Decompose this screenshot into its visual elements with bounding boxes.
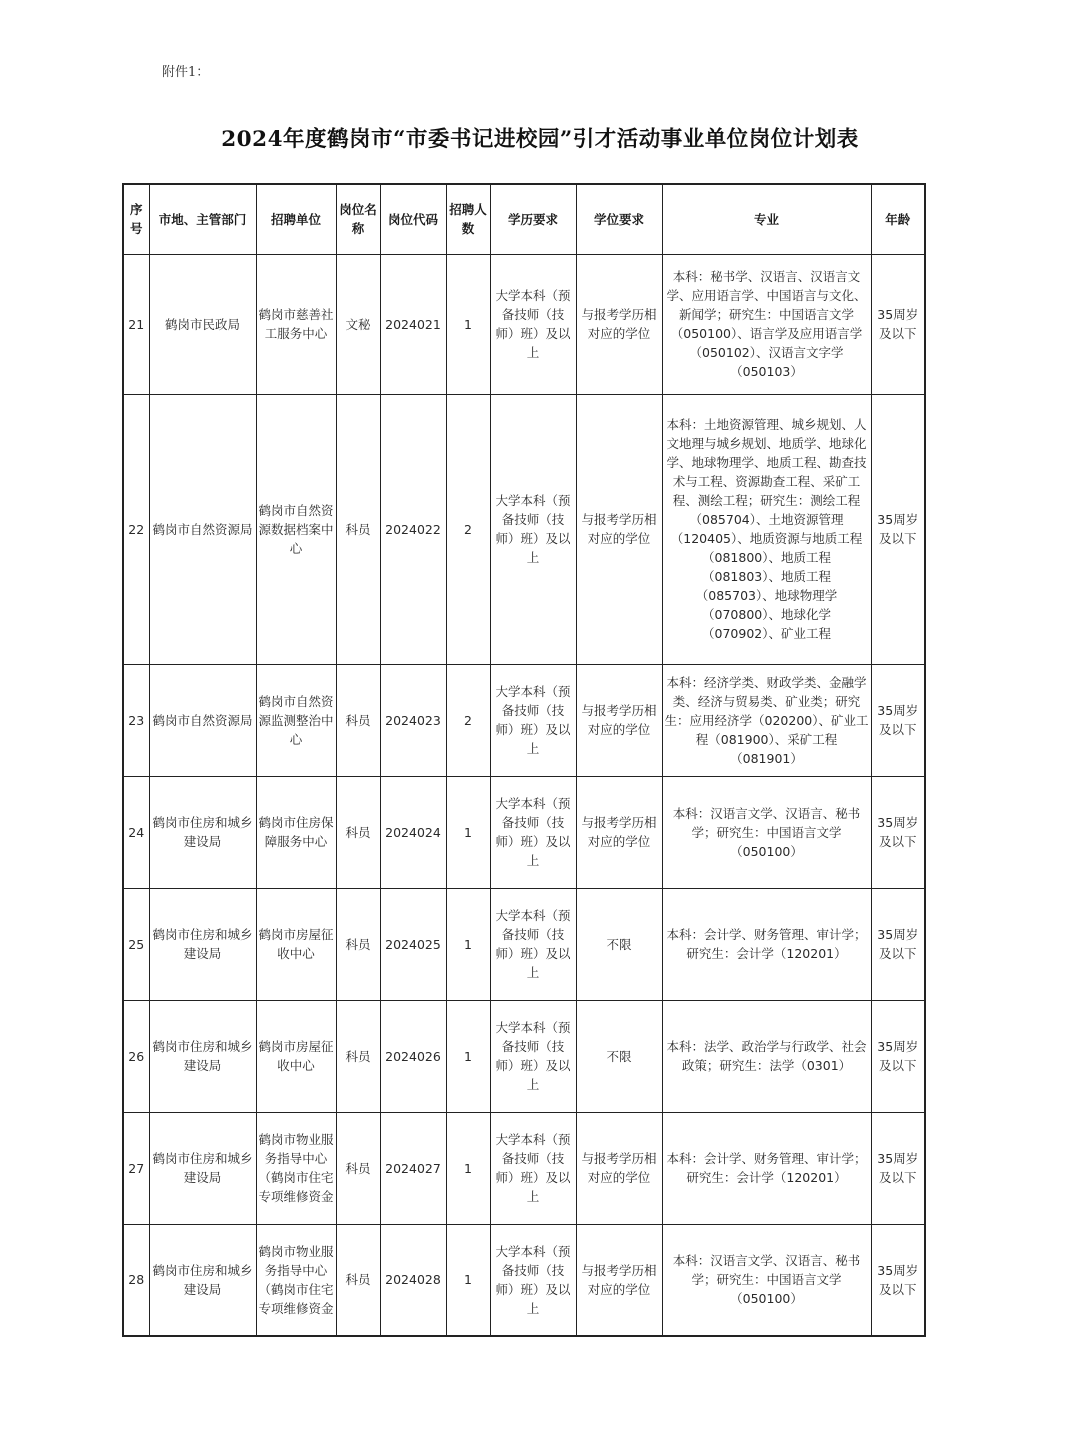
cell-no-text: 25 [128,936,145,952]
table-row [123,254,925,394]
header-post: 岗位名称 [336,184,380,254]
cell-unit [256,254,336,394]
cell-code [380,1224,446,1336]
cell-post [336,888,380,1000]
cell-major-text: 本科：会计学、财务管理、审计学；研究生：会计学（120201） [666,1151,867,1185]
cell-degree-text: 与报考学历相对应的学位 [581,1262,657,1297]
cell-count [446,1112,490,1224]
cell-code [380,888,446,1000]
cell-dept-text: 鹤岗市住房和城乡建设局 [152,1151,253,1185]
cell-unit-text: 鹤岗市房屋征收中心 [258,1039,334,1073]
cell-edu-text: 大学本科（预备技师（技师）班）及以上 [495,1020,571,1092]
header-no: 序号 [123,184,149,254]
cell-age [871,1000,925,1112]
cell-count-text: 1 [464,1272,472,1288]
cell-dept-text: 鹤岗市民政局 [164,316,240,332]
cell-count [446,394,490,664]
cell-edu-text: 大学本科（预备技师（技师）班）及以上 [495,493,571,565]
cell-age [871,1112,925,1224]
position-plan-table [122,183,926,1337]
table-row [123,1000,925,1112]
cell-no [123,1112,149,1224]
cell-degree-text: 不限 [606,1048,632,1064]
cell-post [336,1112,380,1224]
cell-no [123,664,149,776]
cell-count-text: 1 [464,936,472,952]
cell-no-text: 24 [128,824,145,840]
cell-post [336,394,380,664]
cell-unit-text: 鹤岗市自然资源数据档案中心 [258,502,334,556]
cell-age-text: 35周岁及以下 [877,927,919,961]
cell-age-text: 35周岁及以下 [877,703,919,737]
cell-major [662,664,871,776]
cell-unit [256,776,336,888]
cell-edu-text: 大学本科（预备技师（技师）班）及以上 [495,908,571,980]
cell-code [380,664,446,776]
cell-edu [490,664,576,776]
table-header-row [123,184,925,254]
cell-code [380,776,446,888]
cell-degree-text: 与报考学历相对应的学位 [581,307,657,341]
cell-count-text: 2 [464,712,472,728]
cell-post-text: 科员 [345,1272,371,1288]
cell-unit-text: 鹤岗市物业服务指导中心（鹤岗市住宅专项维修资金 [258,1243,334,1316]
cell-dept-text: 鹤岗市自然资源局 [152,521,253,537]
cell-count-text: 1 [464,316,472,332]
cell-edu [490,394,576,664]
header-age: 年龄 [871,184,925,254]
cell-major [662,1224,871,1336]
cell-count [446,776,490,888]
cell-count [446,254,490,394]
cell-code-text: 2024025 [385,936,441,952]
cell-edu-text: 大学本科（预备技师（技师）班）及以上 [495,796,571,868]
cell-age-text: 35周岁及以下 [877,815,919,849]
cell-count [446,1000,490,1112]
header-code: 岗位代码 [380,184,446,254]
cell-unit-text: 鹤岗市住房保障服务中心 [258,815,334,849]
cell-post-text: 科员 [345,824,371,840]
cell-code-text: 2024028 [385,1272,441,1288]
cell-degree-text: 不限 [606,936,632,952]
cell-post-text: 科员 [345,1048,371,1064]
cell-degree [576,1000,662,1112]
cell-count-text: 1 [464,1160,472,1176]
cell-dept [149,1000,256,1112]
cell-major-text: 本科：秘书学、汉语言、汉语言文学、应用语言学、中国语言与文化、新闻学；研究生：中国语言文学（050100）、语言学及应用语言学（050102）、汉语言文字学（050103） [666,269,867,379]
cell-no-text: 23 [128,712,145,728]
cell-unit [256,888,336,1000]
table-row [123,1112,925,1224]
cell-post-text: 科员 [345,1160,371,1176]
cell-code-text: 2024024 [385,824,441,840]
cell-dept [149,254,256,394]
cell-degree [576,254,662,394]
cell-unit-text: 鹤岗市慈善社工服务中心 [258,307,334,341]
cell-no [123,394,149,664]
cell-unit-text: 鹤岗市房屋征收中心 [258,927,334,961]
cell-edu-text: 大学本科（预备技师（技师）班）及以上 [495,1243,571,1316]
cell-major-text: 本科：法学、政治学与行政学、社会政策；研究生：法学（0301） [666,1039,867,1073]
cell-degree-text: 与报考学历相对应的学位 [581,703,657,737]
cell-dept-text: 鹤岗市住房和城乡建设局 [152,1039,253,1073]
cell-dept-text: 鹤岗市住房和城乡建设局 [152,1262,253,1297]
table-row [123,776,925,888]
cell-post-text: 科员 [345,936,371,952]
cell-post [336,1000,380,1112]
cell-age [871,1224,925,1336]
cell-no-text: 26 [128,1048,145,1064]
header-degree: 学位要求 [576,184,662,254]
cell-post [336,664,380,776]
cell-edu-text: 大学本科（预备技师（技师）班）及以上 [495,1132,571,1204]
cell-dept [149,394,256,664]
cell-age [871,394,925,664]
cell-post [336,1224,380,1336]
cell-degree [576,776,662,888]
cell-major [662,254,871,394]
cell-unit-text: 鹤岗市物业服务指导中心（鹤岗市住宅专项维修资金 [258,1132,334,1204]
cell-count [446,888,490,1000]
cell-post-text: 科员 [345,521,371,537]
cell-code-text: 2024026 [385,1048,441,1064]
cell-major [662,888,871,1000]
cell-dept-text: 鹤岗市住房和城乡建设局 [152,927,253,961]
cell-age [871,664,925,776]
cell-major [662,1000,871,1112]
cell-age-text: 35周岁及以下 [877,512,919,546]
cell-count-text: 1 [464,1048,472,1064]
cell-code [380,254,446,394]
cell-post [336,254,380,394]
cell-degree-text: 与报考学历相对应的学位 [581,815,657,849]
table-row [123,888,925,1000]
cell-age [871,888,925,1000]
cell-major [662,394,871,664]
header-edu: 学历要求 [490,184,576,254]
cell-age [871,776,925,888]
cell-major-text: 本科：经济学类、财政学类、金融学类、经济与贸易类、矿业类；研究生：应用经济学（020200）、矿业工程（081900）、采矿工程（081901） [664,674,869,766]
cell-edu [490,254,576,394]
header-dept: 市地、主管部门 [149,184,256,254]
cell-edu [490,1112,576,1224]
cell-dept [149,1112,256,1224]
cell-degree [576,1224,662,1336]
cell-degree [576,394,662,664]
cell-major-text: 本科：土地资源管理、城乡规划、人文地理与城乡规划、地质学、地球化学、地球物理学、地质工程、勘查技术与工程、资源勘查工程、采矿工程、测绘工程；研究生：测绘工程（085704）、土地资源管理（120405）、地质资源与地质工程（081800）、地质工程（081803）、地质工程（085703）、地球物理学（070800）、地球化学（070902）、矿业工程 [666,417,867,641]
cell-major-text: 本科：汉语言文学、汉语言、秘书学；研究生：中国语言文学（050100） [672,805,861,859]
cell-code [380,394,446,664]
cell-major-text: 本科：汉语言文学、汉语言、秘书学；研究生：中国语言文学（050100） [672,1253,861,1307]
cell-code-text: 2024027 [385,1160,441,1176]
cell-degree [576,664,662,776]
cell-code [380,1000,446,1112]
cell-major [662,1112,871,1224]
cell-unit [256,1224,336,1336]
cell-age-text: 35周岁及以下 [877,307,919,341]
cell-count-text: 2 [464,521,472,537]
page-title: 2024年度鹤岗市“市委书记进校园”引才活动事业单位岗位计划表 [221,127,859,152]
cell-age-text: 35周岁及以下 [877,1262,919,1297]
cell-degree [576,1112,662,1224]
cell-no-text: 22 [128,521,145,537]
cell-no [123,888,149,1000]
table-row [123,664,925,776]
cell-degree-text: 与报考学历相对应的学位 [581,1151,657,1185]
cell-degree-text: 与报考学历相对应的学位 [581,512,657,546]
cell-unit-text: 鹤岗市自然资源监测整治中心 [258,693,334,747]
cell-age-text: 35周岁及以下 [877,1039,919,1073]
cell-edu-text: 大学本科（预备技师（技师）班）及以上 [495,684,571,756]
cell-no-text: 21 [128,316,145,332]
cell-edu [490,776,576,888]
cell-no [123,776,149,888]
header-count: 招聘人数 [446,184,490,254]
cell-code-text: 2024023 [385,712,441,728]
cell-dept-text: 鹤岗市住房和城乡建设局 [152,815,253,849]
cell-degree [576,888,662,1000]
header-major: 专业 [662,184,871,254]
cell-unit [256,394,336,664]
cell-no [123,1224,149,1336]
cell-no [123,254,149,394]
cell-post [336,776,380,888]
cell-edu-text: 大学本科（预备技师（技师）班）及以上 [495,288,571,360]
cell-edu [490,888,576,1000]
cell-age-text: 35周岁及以下 [877,1151,919,1185]
cell-dept [149,664,256,776]
cell-code-text: 2024021 [385,316,441,332]
cell-code-text: 2024022 [385,521,441,537]
cell-major [662,776,871,888]
cell-edu [490,1224,576,1336]
cell-post-text: 科员 [345,712,371,728]
cell-code [380,1112,446,1224]
cell-post-text: 文秘 [345,316,371,332]
cell-edu [490,1000,576,1112]
cell-count [446,664,490,776]
cell-dept-text: 鹤岗市自然资源局 [152,712,253,728]
cell-count [446,1224,490,1336]
cell-unit [256,1000,336,1112]
cell-no-text: 28 [128,1272,145,1288]
cell-no [123,1000,149,1112]
cell-count-text: 1 [464,824,472,840]
cell-age [871,254,925,394]
cell-major-text: 本科：会计学、财务管理、审计学；研究生：会计学（120201） [666,927,867,961]
cell-no-text: 27 [128,1160,145,1176]
attachment-label: 附件1： [162,65,210,80]
cell-unit [256,664,336,776]
header-unit: 招聘单位 [256,184,336,254]
cell-dept [149,776,256,888]
table-row [123,1224,925,1336]
cell-dept [149,1224,256,1336]
cell-unit [256,1112,336,1224]
table-row [123,394,925,664]
cell-dept [149,888,256,1000]
